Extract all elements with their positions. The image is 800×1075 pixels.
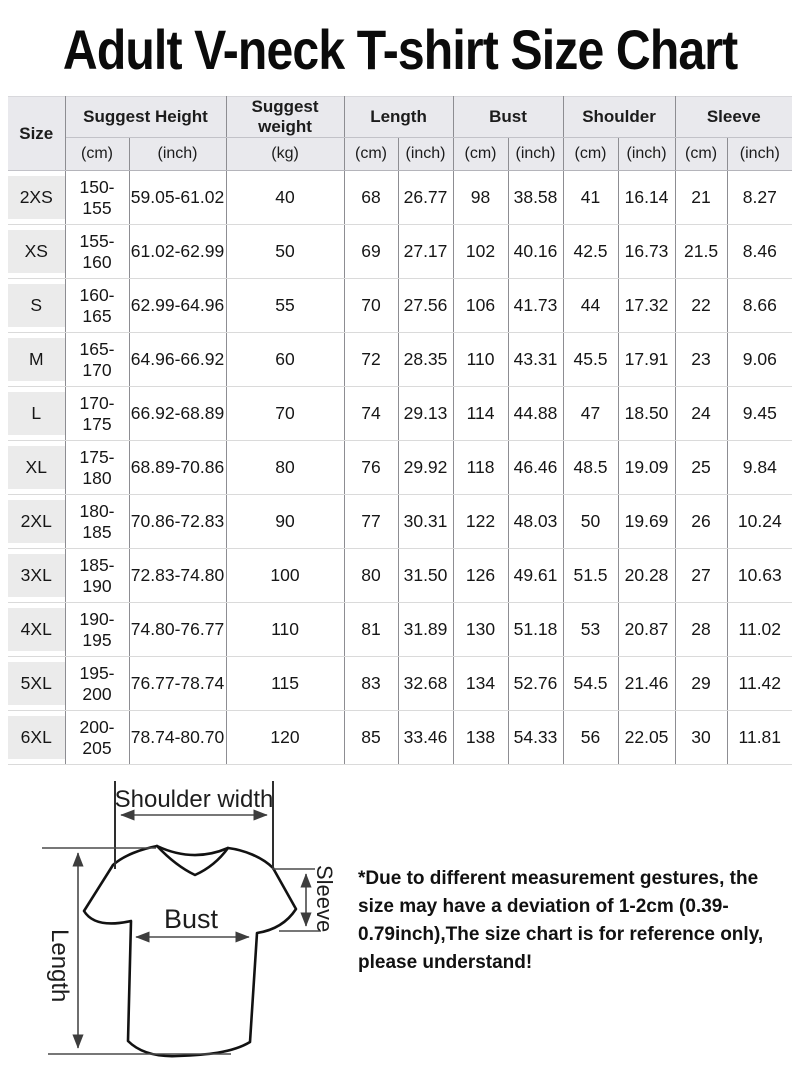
cell-shoulder-inch: 17.91	[618, 333, 675, 387]
cell-weight-kg: 120	[226, 711, 344, 765]
bust-label: Bust	[163, 903, 219, 934]
cell-shoulder-cm: 50	[563, 495, 618, 549]
cell-weight-kg: 100	[226, 549, 344, 603]
unit-header-length-cm: (cm)	[344, 138, 398, 171]
cell-shoulder-cm: 47	[563, 387, 618, 441]
cell-sleeve-inch: 10.63	[727, 549, 792, 603]
cell-height-cm: 155-160	[65, 225, 129, 279]
cell-weight-kg: 60	[226, 333, 344, 387]
cell-bust-cm: 138	[453, 711, 508, 765]
cell-bust-inch: 44.88	[508, 387, 563, 441]
unit-header-length-inch: (inch)	[398, 138, 453, 171]
cell-shoulder-cm: 56	[563, 711, 618, 765]
cell-sleeve-inch: 8.66	[727, 279, 792, 333]
cell-bust-inch: 51.18	[508, 603, 563, 657]
unit-header-sleeve-inch: (inch)	[727, 138, 792, 171]
cell-sleeve-cm: 27	[675, 549, 727, 603]
cell-bust-cm: 134	[453, 657, 508, 711]
cell-height-cm: 160-165	[65, 279, 129, 333]
cell-length-cm: 69	[344, 225, 398, 279]
cell-sleeve-inch: 8.27	[727, 171, 792, 225]
page-title: Adult V-neck T-shirt Size Chart	[62, 17, 738, 81]
cell-bust-cm: 110	[453, 333, 508, 387]
table-row	[8, 657, 792, 711]
cell-height-cm: 175-180	[65, 441, 129, 495]
cell-height-cm: 185-190	[65, 549, 129, 603]
cell-bust-inch: 41.73	[508, 279, 563, 333]
cell-height-cm: 195-200	[65, 657, 129, 711]
cell-length-cm: 85	[344, 711, 398, 765]
unit-header-weight-kg: (kg)	[226, 138, 344, 171]
table-row	[8, 171, 792, 225]
table-row	[8, 387, 792, 441]
cell-height-cm: 190-195	[65, 603, 129, 657]
cell-height-cm: 170-175	[65, 387, 129, 441]
unit-header-height-inch: (inch)	[129, 138, 226, 171]
cell-shoulder-inch: 22.05	[618, 711, 675, 765]
cell-length-inch: 32.68	[398, 657, 453, 711]
cell-size: XL	[8, 441, 65, 495]
cell-length-cm: 70	[344, 279, 398, 333]
cell-bust-inch: 46.46	[508, 441, 563, 495]
table-row	[8, 279, 792, 333]
cell-shoulder-cm: 48.5	[563, 441, 618, 495]
cell-length-inch: 31.50	[398, 549, 453, 603]
col-group-sleeve: Sleeve	[675, 97, 792, 138]
cell-sleeve-inch: 8.46	[727, 225, 792, 279]
cell-bust-cm: 122	[453, 495, 508, 549]
cell-length-inch: 30.31	[398, 495, 453, 549]
cell-height-cm: 200-205	[65, 711, 129, 765]
cell-sleeve-inch: 9.45	[727, 387, 792, 441]
cell-sleeve-cm: 25	[675, 441, 727, 495]
cell-bust-cm: 126	[453, 549, 508, 603]
cell-height-inch: 78.74-80.70	[129, 711, 226, 765]
cell-weight-kg: 40	[226, 171, 344, 225]
cell-height-inch: 61.02-62.99	[129, 225, 226, 279]
cell-length-cm: 74	[344, 387, 398, 441]
cell-bust-inch: 54.33	[508, 711, 563, 765]
cell-weight-kg: 50	[226, 225, 344, 279]
cell-size: 5XL	[8, 657, 65, 711]
cell-sleeve-inch: 11.02	[727, 603, 792, 657]
cell-height-inch: 64.96-66.92	[129, 333, 226, 387]
cell-shoulder-inch: 21.46	[618, 657, 675, 711]
cell-sleeve-cm: 29	[675, 657, 727, 711]
col-group-suggest-height: Suggest Height	[65, 97, 226, 138]
cell-bust-cm: 130	[453, 603, 508, 657]
cell-size: M	[8, 333, 65, 387]
cell-length-cm: 80	[344, 549, 398, 603]
cell-shoulder-inch: 19.09	[618, 441, 675, 495]
cell-sleeve-cm: 28	[675, 603, 727, 657]
measurement-diagram	[0, 765, 800, 1075]
cell-height-inch: 59.05-61.02	[129, 171, 226, 225]
col-group-length: Length	[344, 97, 453, 138]
cell-length-inch: 29.13	[398, 387, 453, 441]
cell-length-cm: 81	[344, 603, 398, 657]
cell-bust-inch: 38.58	[508, 171, 563, 225]
table-row	[8, 495, 792, 549]
cell-shoulder-cm: 53	[563, 603, 618, 657]
col-group-bust: Bust	[453, 97, 563, 138]
cell-height-inch: 66.92-68.89	[129, 387, 226, 441]
cell-length-inch: 33.46	[398, 711, 453, 765]
table-row	[8, 333, 792, 387]
tshirt-outline	[84, 846, 296, 1056]
unit-header-bust-cm: (cm)	[453, 138, 508, 171]
cell-height-cm: 165-170	[65, 333, 129, 387]
cell-shoulder-inch: 20.28	[618, 549, 675, 603]
cell-shoulder-inch: 16.14	[618, 171, 675, 225]
cell-shoulder-inch: 18.50	[618, 387, 675, 441]
cell-weight-kg: 70	[226, 387, 344, 441]
cell-height-cm: 180-185	[65, 495, 129, 549]
cell-sleeve-cm: 23	[675, 333, 727, 387]
cell-shoulder-cm: 54.5	[563, 657, 618, 711]
cell-length-inch: 28.35	[398, 333, 453, 387]
cell-shoulder-inch: 20.87	[618, 603, 675, 657]
cell-shoulder-inch: 17.32	[618, 279, 675, 333]
cell-bust-cm: 106	[453, 279, 508, 333]
cell-shoulder-cm: 41	[563, 171, 618, 225]
col-group-suggest-weight: Suggest weight	[226, 97, 344, 138]
length-label: Length	[46, 929, 73, 1003]
cell-shoulder-cm: 44	[563, 279, 618, 333]
cell-size: L	[8, 387, 65, 441]
cell-size: 2XL	[8, 495, 65, 549]
cell-shoulder-cm: 51.5	[563, 549, 618, 603]
cell-length-inch: 29.92	[398, 441, 453, 495]
unit-header-shoulder-cm: (cm)	[563, 138, 618, 171]
cell-length-cm: 83	[344, 657, 398, 711]
col-header-size: Size	[8, 97, 65, 171]
cell-length-cm: 77	[344, 495, 398, 549]
cell-height-inch: 70.86-72.83	[129, 495, 226, 549]
cell-weight-kg: 115	[226, 657, 344, 711]
cell-size: 6XL	[8, 711, 65, 765]
cell-sleeve-inch: 11.42	[727, 657, 792, 711]
cell-weight-kg: 110	[226, 603, 344, 657]
unit-header-sleeve-cm: (cm)	[675, 138, 727, 171]
shoulder-width-label: Shoulder width	[114, 786, 274, 813]
unit-header-bust-inch: (inch)	[508, 138, 563, 171]
table-row	[8, 441, 792, 495]
col-group-shoulder: Shoulder	[563, 97, 675, 138]
table-unit-header-row	[8, 138, 792, 171]
size-table	[8, 96, 792, 765]
cell-length-cm: 68	[344, 171, 398, 225]
cell-length-cm: 76	[344, 441, 398, 495]
cell-sleeve-inch: 9.06	[727, 333, 792, 387]
cell-length-inch: 31.89	[398, 603, 453, 657]
cell-height-inch: 68.89-70.86	[129, 441, 226, 495]
table-row	[8, 603, 792, 657]
cell-bust-cm: 102	[453, 225, 508, 279]
cell-length-inch: 27.56	[398, 279, 453, 333]
table-row	[8, 711, 792, 765]
cell-sleeve-cm: 22	[675, 279, 727, 333]
cell-height-inch: 62.99-64.96	[129, 279, 226, 333]
table-row	[8, 225, 792, 279]
cell-height-inch: 76.77-78.74	[129, 657, 226, 711]
cell-sleeve-cm: 30	[675, 711, 727, 765]
cell-size: 2XS	[8, 171, 65, 225]
cell-sleeve-cm: 26	[675, 495, 727, 549]
cell-sleeve-inch: 9.84	[727, 441, 792, 495]
page-header	[0, 0, 800, 96]
cell-bust-inch: 52.76	[508, 657, 563, 711]
cell-bust-cm: 118	[453, 441, 508, 495]
cell-length-cm: 72	[344, 333, 398, 387]
cell-bust-inch: 49.61	[508, 549, 563, 603]
cell-weight-kg: 80	[226, 441, 344, 495]
cell-height-inch: 72.83-74.80	[129, 549, 226, 603]
cell-shoulder-inch: 19.69	[618, 495, 675, 549]
cell-sleeve-inch: 11.81	[727, 711, 792, 765]
cell-sleeve-cm: 24	[675, 387, 727, 441]
cell-size: XS	[8, 225, 65, 279]
cell-bust-cm: 98	[453, 171, 508, 225]
table-group-header-row	[8, 97, 792, 138]
cell-shoulder-inch: 16.73	[618, 225, 675, 279]
cell-sleeve-cm: 21.5	[675, 225, 727, 279]
cell-weight-kg: 55	[226, 279, 344, 333]
cell-bust-inch: 40.16	[508, 225, 563, 279]
cell-height-inch: 74.80-76.77	[129, 603, 226, 657]
cell-bust-cm: 114	[453, 387, 508, 441]
cell-bust-inch: 43.31	[508, 333, 563, 387]
unit-header-shoulder-inch: (inch)	[618, 138, 675, 171]
cell-weight-kg: 90	[226, 495, 344, 549]
measurement-note: *Due to different measurement gestures, the size may have a deviation of 1-2cm (0.39-0.79inch),The size chart is for reference only, please understand!	[358, 868, 764, 974]
cell-sleeve-inch: 10.24	[727, 495, 792, 549]
cell-shoulder-cm: 42.5	[563, 225, 618, 279]
cell-length-inch: 27.17	[398, 225, 453, 279]
cell-size: 4XL	[8, 603, 65, 657]
cell-sleeve-cm: 21	[675, 171, 727, 225]
cell-length-inch: 26.77	[398, 171, 453, 225]
cell-shoulder-cm: 45.5	[563, 333, 618, 387]
unit-header-height-cm: (cm)	[65, 138, 129, 171]
cell-height-cm: 150-155	[65, 171, 129, 225]
cell-size: S	[8, 279, 65, 333]
sleeve-label: Sleeve	[312, 865, 337, 933]
table-row	[8, 549, 792, 603]
cell-size: 3XL	[8, 549, 65, 603]
cell-bust-inch: 48.03	[508, 495, 563, 549]
